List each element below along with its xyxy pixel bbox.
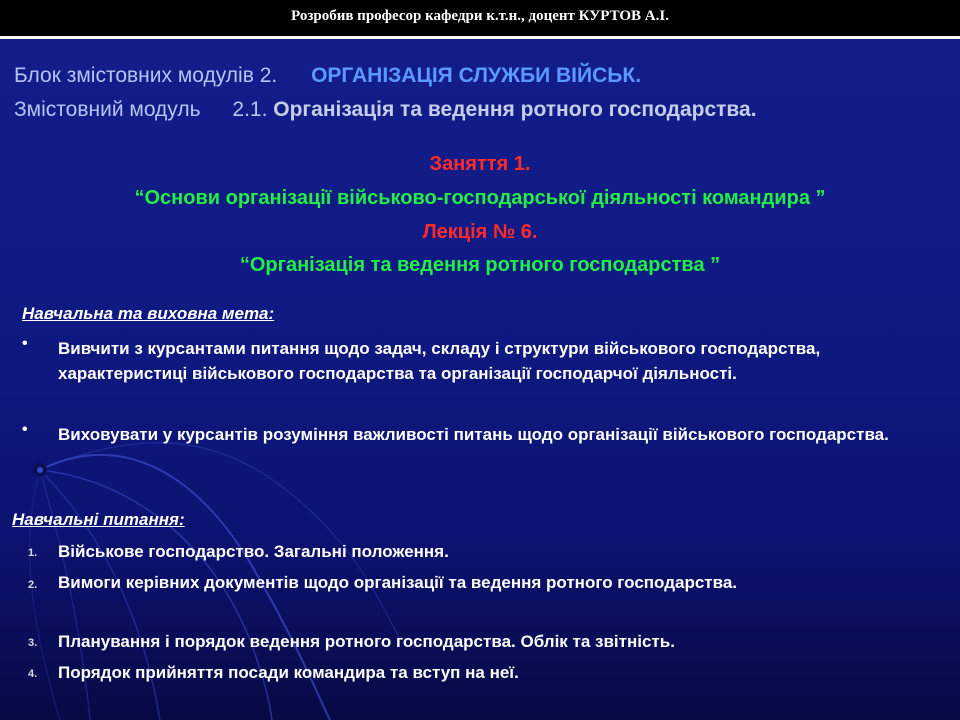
block-title: ОРГАНІЗАЦІЯ СЛУЖБИ ВІЙСЬК. <box>311 64 642 87</box>
bullet-icon: • <box>22 335 28 352</box>
question-number: 4. <box>28 668 38 680</box>
question-item: Військове господарство. Загальні положення. <box>58 542 449 561</box>
author-bar <box>0 0 960 39</box>
question-number: 3. <box>28 637 38 649</box>
module-number: 2.1. <box>232 98 268 121</box>
lecture-number: Лекція № 6. <box>422 221 538 243</box>
lesson-number: Заняття 1. <box>429 153 531 175</box>
question-item: Вимоги керівних документів щодо організації та ведення ротного господарства. <box>58 573 738 592</box>
question-number: 1. <box>28 547 38 559</box>
goals-heading: Навчальна та виховна мета: <box>22 304 275 323</box>
question-item: Порядок прийняття посади командира та вступ на неї. <box>58 663 519 682</box>
bullet-icon: • <box>22 421 28 438</box>
lecture-title: “Організація та ведення ротного господарства ” <box>239 254 721 276</box>
block-heading <box>14 64 641 88</box>
question-item: Планування і порядок ведення ротного господарства. Облік та звітність. <box>58 632 675 651</box>
author-line: Розробив професор кафедри к.т.н., доцент КУРТОВ А.І. <box>291 8 669 24</box>
module-title: Організація та ведення ротного господарства. <box>273 98 757 121</box>
module-label: Змістовний модуль <box>14 98 201 121</box>
goal-item: Виховувати у курсантів розуміння важливості питань щодо організації військового господарства. <box>58 425 889 444</box>
question-number: 2. <box>28 579 38 591</box>
module-heading <box>14 98 757 122</box>
block-label: Блок змістовних модулів 2. <box>14 64 278 87</box>
goal-item: Вивчити з курсантами питання щодо задач, складу і структури військового господарства, характеристиці військового господарства та організації господарчої діяльності. <box>58 339 821 383</box>
lesson-title: “Основи організації військово-господарської діяльності командира ” <box>134 187 826 209</box>
questions-heading: Навчальні питання: <box>12 510 185 529</box>
